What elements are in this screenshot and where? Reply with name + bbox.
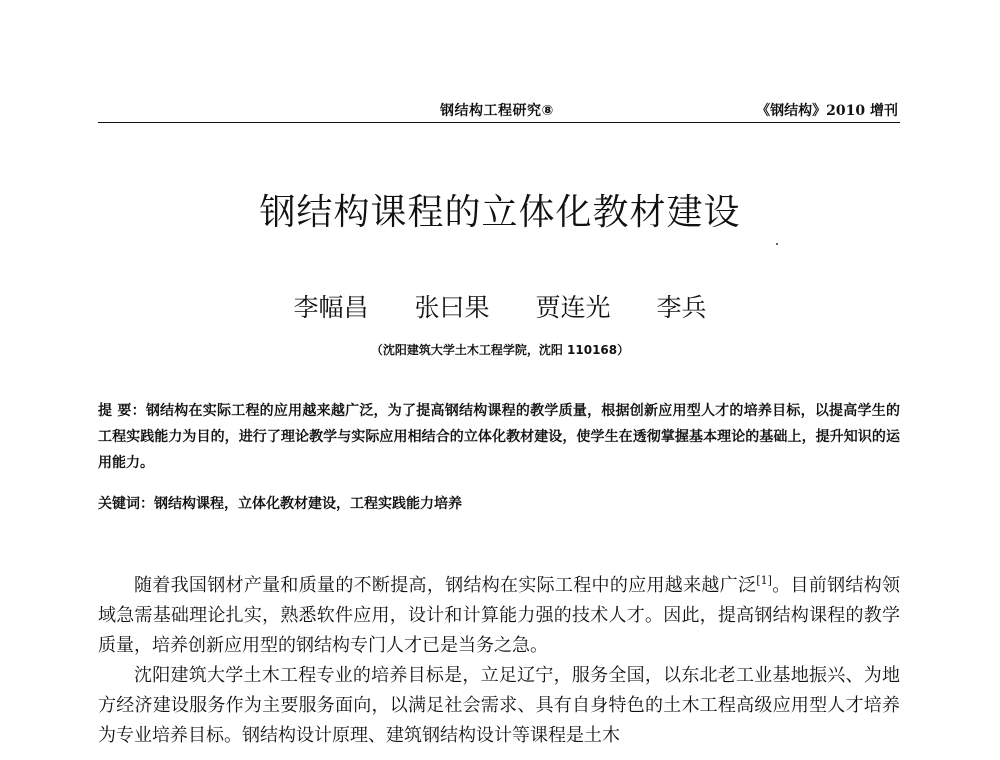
running-header — [98, 96, 900, 123]
abstract — [98, 398, 900, 476]
body-text — [98, 566, 900, 751]
journal-label: 《钢结构》2010 增刊 — [756, 103, 898, 119]
paragraph: 沈阳建筑大学土木工程专业的培养目标是，立足辽宁，服务全国，以东北老工业基地振兴、为地方经济建设服务作为主要服务面向，以满足社会需求、具有自身特色的土木工程高级应用型人才培养为专业培养目标。钢结构设计原理、建筑钢结构设计等课程是土木 — [98, 665, 900, 746]
scan-speck — [776, 243, 778, 245]
affiliation: （沈阳建筑大学土木工程学院，沈阳 110168） — [370, 343, 630, 357]
keywords-label: 关键词： — [98, 496, 154, 512]
paragraph-text: 。目前钢结构领域急需基础理论扎实，熟悉软件应用，设计和计算能力强的技术人才。因此，提高钢结构课程的教学质量，培养创新应用型的钢结构专门人才已是当务之急。 — [98, 575, 901, 656]
series-label: 钢结构工程研究⑧ — [440, 103, 554, 119]
paragraph-text: 随着我国钢材产量和质量的不断提高，钢结构在实际工程中的应用越来越广泛 — [134, 575, 757, 596]
paragraph — [98, 566, 900, 661]
author-list — [0, 288, 1000, 324]
paper-title: 钢结构课程的立体化教材建设 — [259, 192, 741, 233]
abstract-text: 钢结构在实际工程的应用越来越广泛，为了提高钢结构课程的教学质量，根据创新应用型人才的培养目标，以提高学生的工程实践能力为目的，进行了理论教学与实际应用相结合的立体化教材建设，使学生在透彻掌握基本理论的基础上，提升知识的运用能力。 — [98, 403, 900, 471]
abstract-label: 提 要： — [98, 403, 146, 419]
author-name: 李兵 — [656, 293, 707, 322]
author-name: 李幅昌 — [293, 293, 369, 322]
author-name: 贾连光 — [535, 293, 611, 322]
citation-ref[interactable]: [1] — [756, 574, 772, 587]
keywords-text: 钢结构课程，立体化教材建设，工程实践能力培养 — [154, 496, 462, 512]
keywords — [98, 491, 900, 517]
author-name: 张曰果 — [414, 293, 490, 322]
